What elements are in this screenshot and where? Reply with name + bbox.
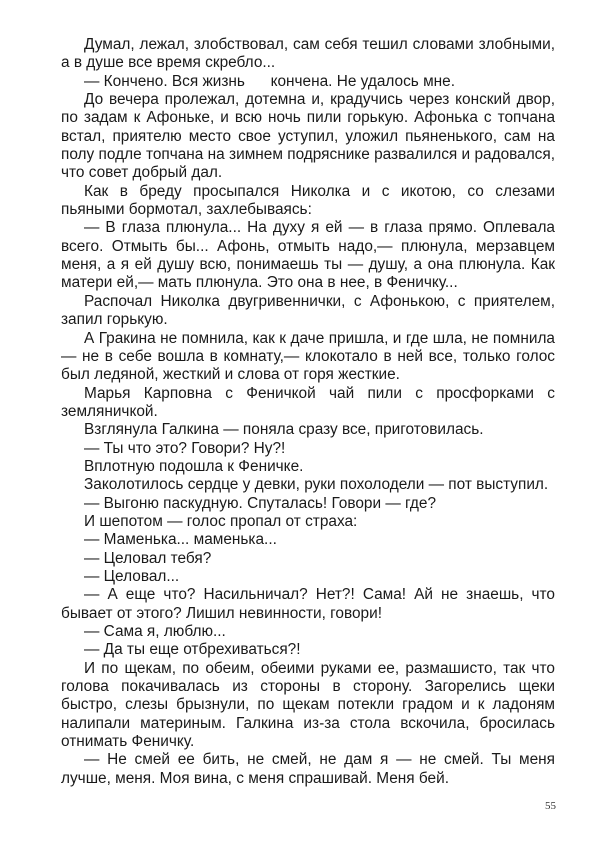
paragraph: — Сама я, люблю... — [84, 623, 226, 640]
paragraph: И по щекам, по обеим, обеими руками ее, размашисто, так что голова покачивалась из стороны в сторону. Загорелись щеки быстро, слезы брызнули, по щекам потекли градом и к ладоням налипали материным. Галкина из-за стола вскочила, бросилась отнимать Феничку. — [61, 659, 555, 751]
paragraph: Марья Карповна с Феничкой чай пили с просфорками с земляничкой. — [61, 384, 555, 420]
paragraph: Взглянула Галкина — поняла сразу все, приготовилась. — [84, 421, 484, 439]
paragraph: Распочал Николка двугривеннички, с Афонькою, с приятелем, запил горькую. — [61, 292, 555, 329]
paragraph: — Кончено. Вся жизнь кончена. Не удалось мне. — [84, 72, 456, 90]
paragraph: Заколотилось сердце у девки, руки похолодели — пот выступил. — [84, 476, 549, 494]
paragraph: И шепотом — голос пропал от страха: — [84, 512, 358, 530]
paragraph: Вплотную подошла к Феничке. — [84, 457, 304, 475]
paragraph: До вечера пролежал, дотемна и, крадучись через конский двор, по задам к Афоньке, и всю ночь пили горькую. Афонька с топчана встал, приятелю место свое уступил, уложил пьяненького, сам на полу подле топчана на зимнем подряснике развалился и радовался, что совет добрый дал. — [61, 91, 555, 182]
paragraph: — Целовал... — [84, 567, 180, 585]
paragraph: — Да ты еще отбрехиваться?! — [84, 641, 301, 659]
paragraph: Думал, лежал, злобствовал, сам себя тешил словами злобными, а в душе все время скребло... — [61, 36, 555, 72]
paragraph: — Не смей ее бить, не смей, не дам я — не смей. Ты меня лучше, меня. Моя вина, с меня спрашивай. Меня бей. — [61, 751, 555, 787]
paragraph: — Ты что это? Говори? Ну?! — [84, 439, 286, 457]
page-number: 55 — [545, 800, 556, 812]
paragraph: Как в бреду просыпался Николка и с икотою, со слезами пьяными бормотал, захлебываясь: — [61, 182, 555, 219]
paragraph: — Выгоню паскудную. Спуталась! Говори — где? — [84, 494, 437, 512]
document-body — [61, 36, 555, 788]
paragraph: — А еще что? Насильничал? Нет?! Сама! Ай не знаешь, что бывает от этого? Лишил невинности, говори! — [61, 586, 555, 622]
paragraph: А Гракина не помнила, как к даче пришла, и где шла, не помнила — не в себе вошла в комнату,— клокотало в ней все, только голос был ледяной, жесткий и слова от горя жесткие. — [61, 329, 555, 384]
paragraph: — В глаза плюнула... На духу я ей — в глаза прямо. Оплевала всего. Отмыть бы... Афонь, отмыть надо,— плюнула, мерзавцем меня, а я ей душу всю, понимаешь ты — душу, а она плюнула. Как матери ей,— мать плюнула. Это она в нее, в Феничку... — [61, 219, 555, 292]
paragraph: — Целовал тебя? — [84, 549, 212, 567]
paragraph: — Маменька... маменька... — [84, 531, 277, 549]
